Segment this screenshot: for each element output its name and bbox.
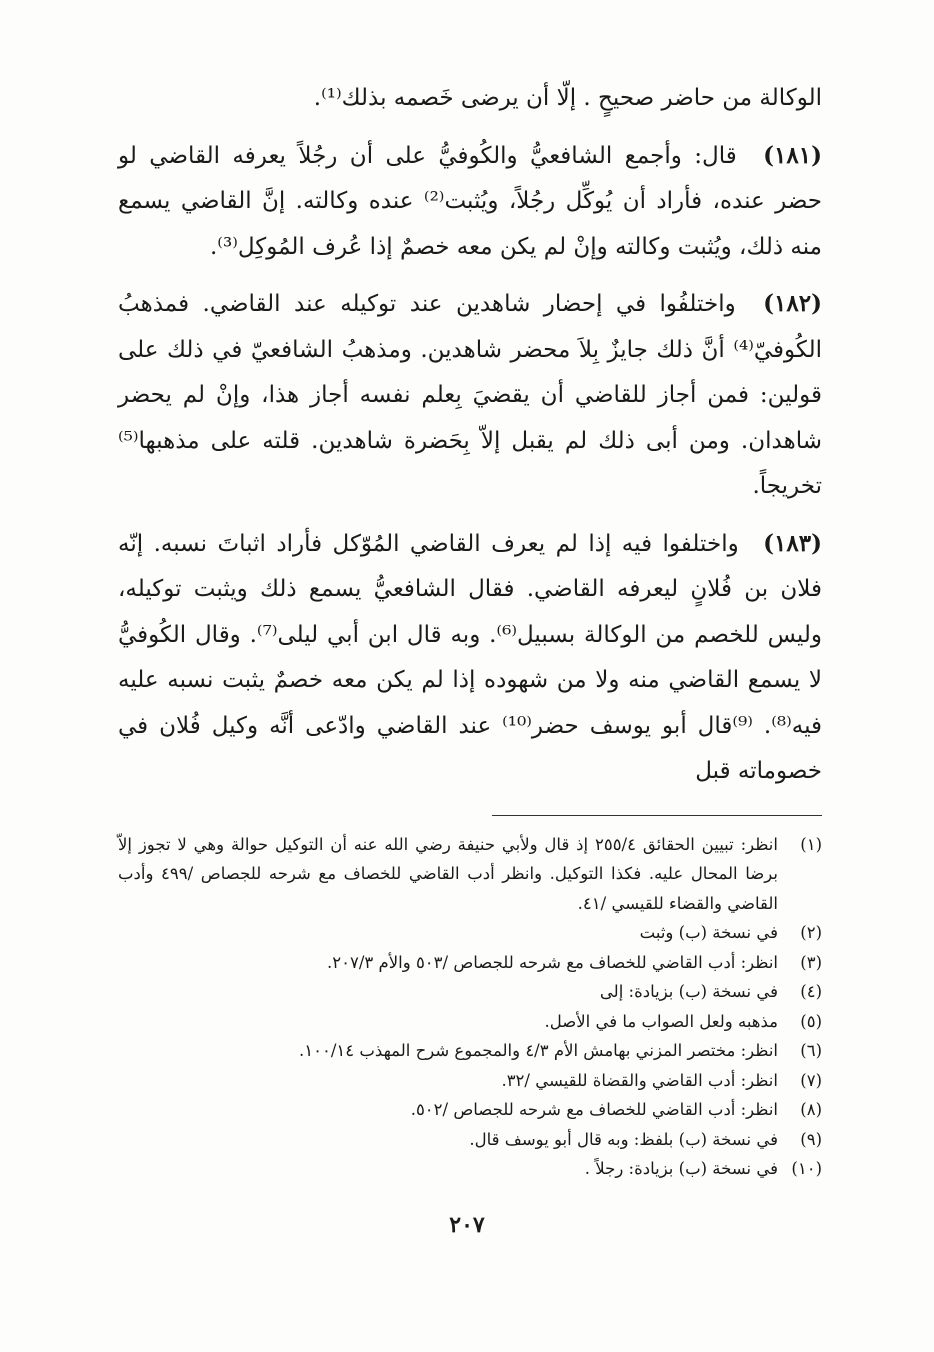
footnote-text: انظر: مختصر المزني بهامش الأم ٤/٣ والمجموع شرح المهذب ١٠٠/١٤.	[299, 1041, 778, 1060]
paragraph-text: قال: وأجمع الشافعيُّ والكُوفيُّ على أن رجُلاً يعرفه القاضي لو حضر عنده، فأراد أن يُوكِّل رجُلاً، ويُثبت⁽²⁾ عنده وكالته. إنَّ القاضي يسمع منه ذلك، ويُثبت وكالته وإنْ لم يكن معه خصمٌ إذا عُرف المُوكِل⁽³⁾.	[118, 142, 823, 260]
footnote-text: مذهبه ولعل الصواب ما في الأصل.	[544, 1011, 778, 1031]
paragraph-number: (١٨٢)	[763, 290, 822, 317]
footnote-item	[118, 977, 822, 1007]
footnote-item	[118, 1154, 822, 1184]
footnote-number: (٢)	[800, 923, 822, 942]
paragraph-number: (١٨١)	[763, 141, 822, 169]
footnote-text: في نسخة (ب) وثبت	[639, 923, 778, 942]
paragraph-text: واختلفُوا في إحضار شاهدين عند توكيله عند القاضي. فمذهبُ الكُوفيّ⁽⁴⁾ أنَّ ذلك جايزٌ بِلاَ محضر شاهدين. ومذهبُ الشافعيّ في ذلك على قولين: فمن أجاز للقاضي أن يقضيَ بِعلم نفسه أجاز هذا، وإنْ لم يحضر شاهدان. ومن أبى ذلك لم يقبل إلاّ بِحَضرة شاهدين. قلته على مذهبها⁽⁵⁾ تخريجاً.	[118, 291, 822, 499]
footnote-item	[118, 830, 822, 919]
footnote-text: انظر: أدب القاضي والقضاة للقيسي /٣٢.	[501, 1070, 778, 1090]
footnote-item	[118, 948, 822, 978]
footnote-number: (٤)	[800, 982, 822, 1001]
footnote-text: في نسخة (ب) بلفظ: وبه قال أبو يوسف قال.	[469, 1129, 778, 1149]
footnote-text: في نسخة (ب) بزيادة: إلى	[599, 982, 778, 1001]
footnote-text: في نسخة (ب) بزيادة: رجلاً .	[584, 1159, 778, 1178]
footnote-text: انظر: أدب القاضي للخصاف مع شرحه للجصاص /٥٠٢.	[410, 1100, 778, 1119]
main-text	[118, 76, 822, 795]
paragraph-text: واختلفوا فيه إذا لم يعرف القاضي المُوّكل فأراد اثباتَ نسبه. إنّه فلان بن فُلانٍ ليعرفه القاضي. فقال الشافعيُّ يسمع ذلك ويثبت توكيله، وليس للخصم من الوكالة بسبيل⁽⁶⁾. وبه قال ابن أبي ليلى⁽⁷⁾. وقال الكُوفيُّ لا يسمع القاضي منه ولا من شهوده إذا لم يكن معه خصمٌ يثبت نسبه عليه فيه⁽⁸⁾. ⁽⁹⁾قال أبو يوسف حضر⁽¹⁰⁾ عند القاضي وادّعى أنَّه وكيل فُلان في خصوماته قبل	[118, 530, 823, 784]
footnote-item	[118, 1066, 822, 1096]
paragraph-182	[118, 281, 822, 510]
footnote-item	[118, 1036, 822, 1066]
footnote-number: (٥)	[800, 1011, 822, 1031]
footnote-separator	[492, 815, 822, 816]
footnote-item	[118, 918, 822, 948]
paragraph-continuation	[118, 76, 822, 122]
footnote-number: (٣)	[800, 952, 822, 972]
footnote-number: (١)	[800, 834, 822, 854]
footnote-number: (٩)	[800, 1129, 822, 1149]
paragraph-183	[118, 521, 822, 795]
paragraph-text: الوكالة من حاضر صحيحٍ . إلّا أن يرضى خَصمه بذلك⁽¹⁾.	[313, 85, 822, 111]
footnote-number: (٧)	[800, 1070, 822, 1090]
paragraph-number: (١٨٣)	[763, 529, 822, 557]
footnote-item	[118, 1007, 822, 1037]
footnote-number: (٦)	[800, 1041, 822, 1060]
paragraph-181	[118, 133, 822, 271]
footnote-separator-wrap	[118, 815, 822, 816]
footnote-item	[118, 1125, 822, 1155]
footnote-number: (١٠)	[791, 1159, 822, 1178]
page-number: ٢٠٧	[449, 1212, 485, 1238]
footnote-item	[118, 1095, 822, 1125]
footnote-text: انظر: أدب القاضي للخصاف مع شرحه للجصاص /٥٠٣ والأم ٢٠٧/٣.	[327, 952, 778, 972]
footnote-number: (٨)	[800, 1100, 822, 1119]
footnotes	[118, 830, 822, 1184]
footnote-text: انظر: تبيين الحقائق ٢٥٥/٤ إذ قال ولأبي حنيفة رضي الله عنه أن التوكيل حوالة وهي لا تجوز إلاّ برضا المحال عليه. فكذا التوكيل. وانظر أدب القاضي للخصاف مع شرحه للجصاص /٤٩٩ وأدب القاضي والقضاء للقيسي /٤١.	[118, 834, 778, 913]
